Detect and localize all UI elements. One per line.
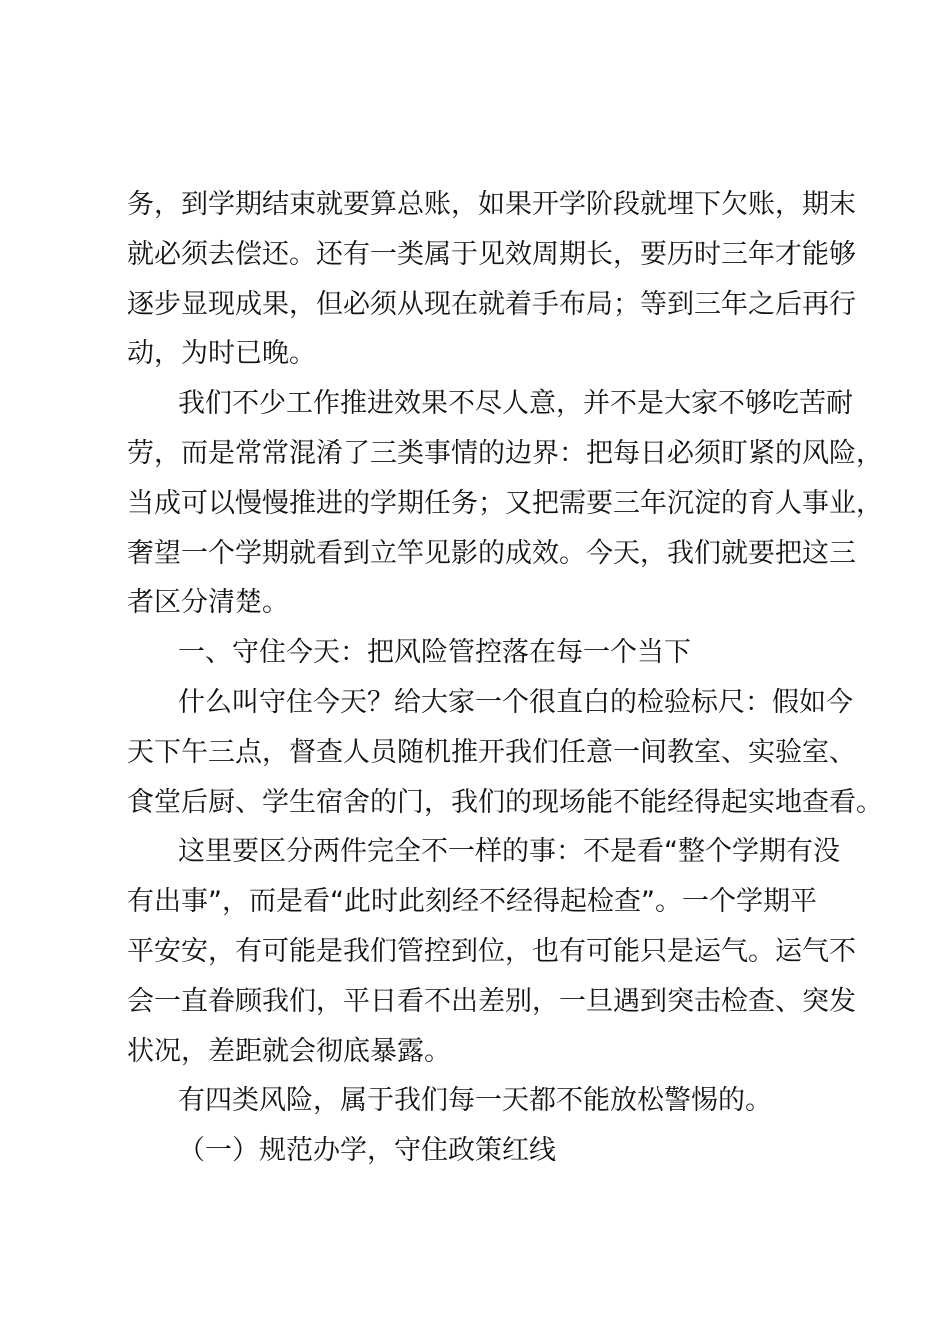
text-line: 就必须去偿还。还有一类属于见效周期长，要历时三年才能够 — [127, 238, 856, 270]
paragraph-first-line: 这里要区分两件完全不一样的事：不是看“整个学期有没 — [178, 836, 840, 868]
text-line: 当成可以慢慢推进的学期任务；又把需要三年沉淀的育人事业， — [127, 487, 883, 519]
text-line: 会一直眷顾我们，平日看不出差别，一旦遇到突击检查、突发 — [127, 985, 856, 1017]
text-line: 动，为时已晚。 — [127, 338, 316, 370]
text-line: 食堂后厨、学生宿舍的门，我们的现场能不能经得起实地查看。 — [127, 786, 883, 818]
text-line: 状况，差距就会彻底暴露。 — [127, 1035, 451, 1067]
paragraph-first-line: 什么叫守住今天？给大家一个很直白的检验标尺：假如今 — [178, 686, 853, 718]
text-line: 劳，而是常常混淆了三类事情的边界：把每日必须盯紧的风险， — [127, 437, 883, 469]
text-line: 有出事”，而是看“此时此刻经不经得起检查”。一个学期平 — [127, 886, 817, 918]
paragraph-first-line: 我们不少工作推进效果不尽人意，并不是大家不够吃苦耐 — [178, 388, 853, 420]
body-text — [127, 180, 883, 1176]
text-line: 天下午三点，督查人员随机推开我们任意一间教室、实验室、 — [127, 736, 856, 768]
text-line: 平安安，有可能是我们管控到位，也有可能只是运气。运气不 — [127, 935, 856, 967]
subsection-heading: （一）规范办学，守住政策红线 — [178, 1135, 556, 1167]
section-heading: 一、守住今天：把风险管控落在每一个当下 — [178, 637, 691, 669]
text-line: 者区分清楚。 — [127, 587, 289, 619]
text-line: 奢望一个学期就看到立竿见影的成效。今天，我们就要把这三 — [127, 537, 856, 569]
text-line: 务，到学期结束就要算总账，如果开学阶段就埋下欠账，期末 — [127, 189, 856, 220]
paragraph-first-line: 有四类风险，属于我们每一天都不能放松警惕的。 — [178, 1085, 772, 1117]
text-line: 逐步显现成果，但必须从现在就着手布局；等到三年之后再行 — [127, 288, 856, 320]
